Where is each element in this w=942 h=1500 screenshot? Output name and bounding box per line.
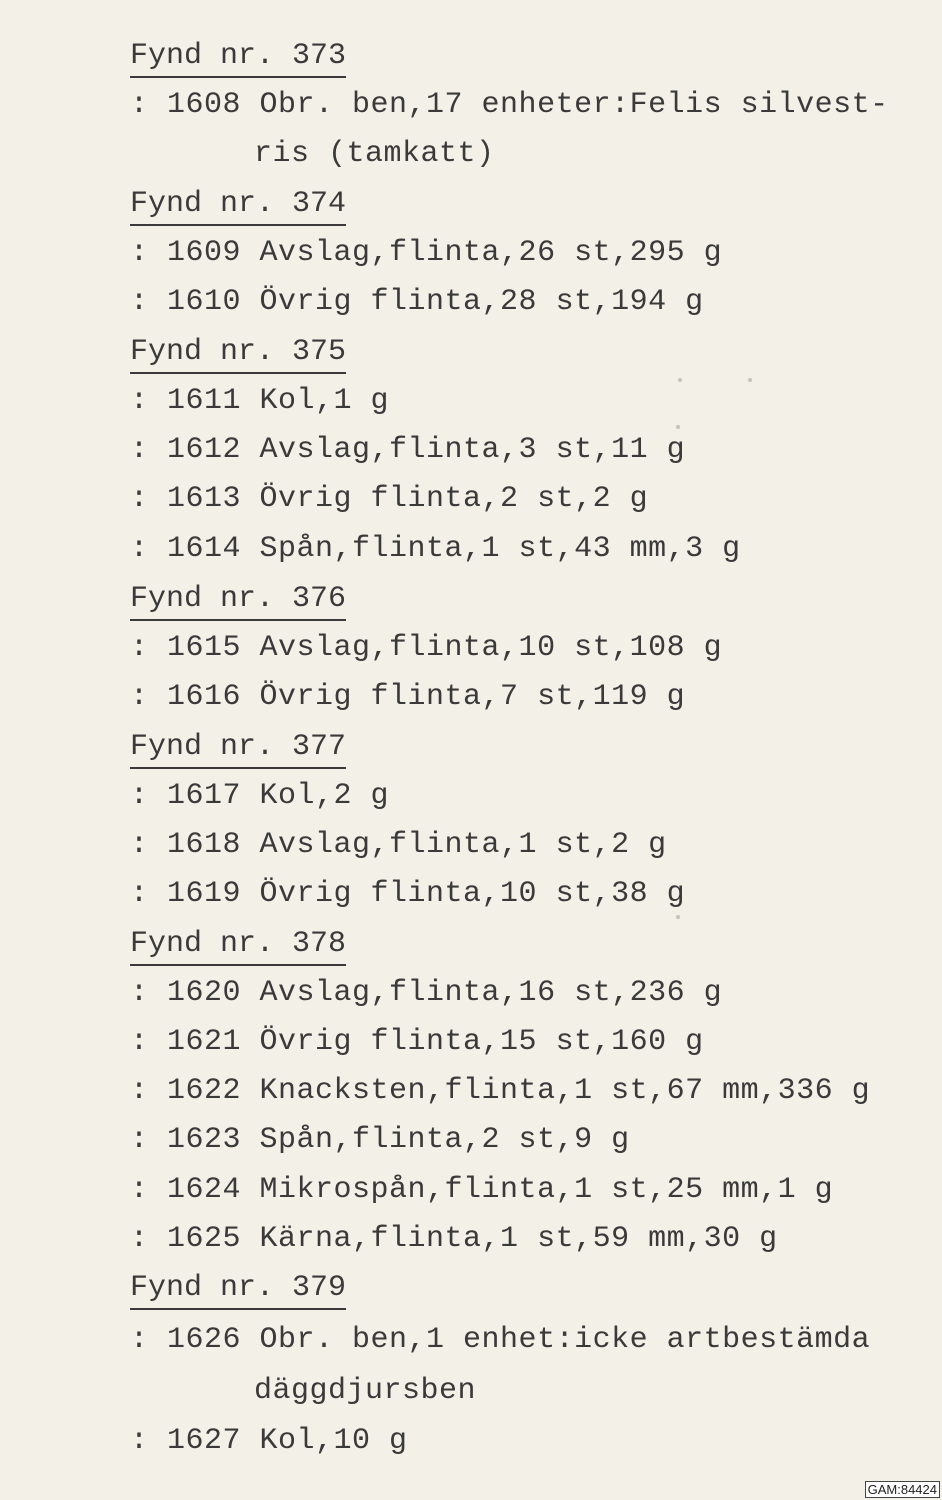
find-heading: Fynd nr. 375 bbox=[130, 332, 346, 374]
find-entry: : 1625 Kärna,flinta,1 st,59 mm,30 g bbox=[130, 1222, 778, 1256]
find-heading: Fynd nr. 377 bbox=[130, 727, 346, 769]
find-entry: : 1611 Kol,1 g bbox=[130, 384, 390, 418]
find-entry: : 1618 Avslag,flinta,1 st,2 g bbox=[130, 828, 667, 862]
find-entry: : 1616 Övrig flinta,7 st,119 g bbox=[130, 680, 686, 714]
find-heading: Fynd nr. 373 bbox=[130, 36, 346, 78]
find-heading: Fynd nr. 378 bbox=[130, 924, 346, 966]
find-entry: : 1614 Spån,flinta,1 st,43 mm,3 g bbox=[130, 532, 741, 566]
find-entry: : 1617 Kol,2 g bbox=[130, 779, 390, 813]
find-entry: : 1609 Avslag,flinta,26 st,295 g bbox=[130, 236, 723, 270]
find-entry-continuation: ris (tamkatt) bbox=[254, 137, 495, 171]
find-entry: : 1620 Avslag,flinta,16 st,236 g bbox=[130, 976, 723, 1010]
find-heading: Fynd nr. 379 bbox=[130, 1268, 346, 1310]
find-entry: : 1615 Avslag,flinta,10 st,108 g bbox=[130, 631, 723, 665]
find-entry: : 1626 Obr. ben,1 enhet:icke artbestämda bbox=[130, 1323, 871, 1357]
find-entry-continuation: däggdjursben bbox=[254, 1374, 477, 1408]
catalog-id-label: GAM:84424 bbox=[865, 1481, 940, 1498]
find-entry: : 1612 Avslag,flinta,3 st,11 g bbox=[130, 433, 686, 467]
find-entry: : 1621 Övrig flinta,15 st,160 g bbox=[130, 1025, 704, 1059]
find-entry: : 1622 Knacksten,flinta,1 st,67 mm,336 g bbox=[130, 1074, 871, 1108]
find-entry: : 1610 Övrig flinta,28 st,194 g bbox=[130, 285, 704, 319]
find-entry: : 1608 Obr. ben,17 enheter:Felis silvest- bbox=[130, 88, 889, 122]
find-entry: : 1627 Kol,10 g bbox=[130, 1424, 408, 1458]
find-entry: : 1624 Mikrospån,flinta,1 st,25 mm,1 g bbox=[130, 1173, 834, 1207]
find-heading: Fynd nr. 376 bbox=[130, 579, 346, 621]
find-entry: : 1623 Spån,flinta,2 st,9 g bbox=[130, 1123, 630, 1157]
find-entry: : 1613 Övrig flinta,2 st,2 g bbox=[130, 482, 649, 516]
paper-speck bbox=[676, 915, 680, 919]
find-entry: : 1619 Övrig flinta,10 st,38 g bbox=[130, 877, 686, 911]
paper-speck bbox=[676, 425, 680, 429]
find-heading: Fynd nr. 374 bbox=[130, 184, 346, 226]
paper-speck bbox=[678, 378, 682, 382]
paper-speck bbox=[748, 378, 752, 382]
